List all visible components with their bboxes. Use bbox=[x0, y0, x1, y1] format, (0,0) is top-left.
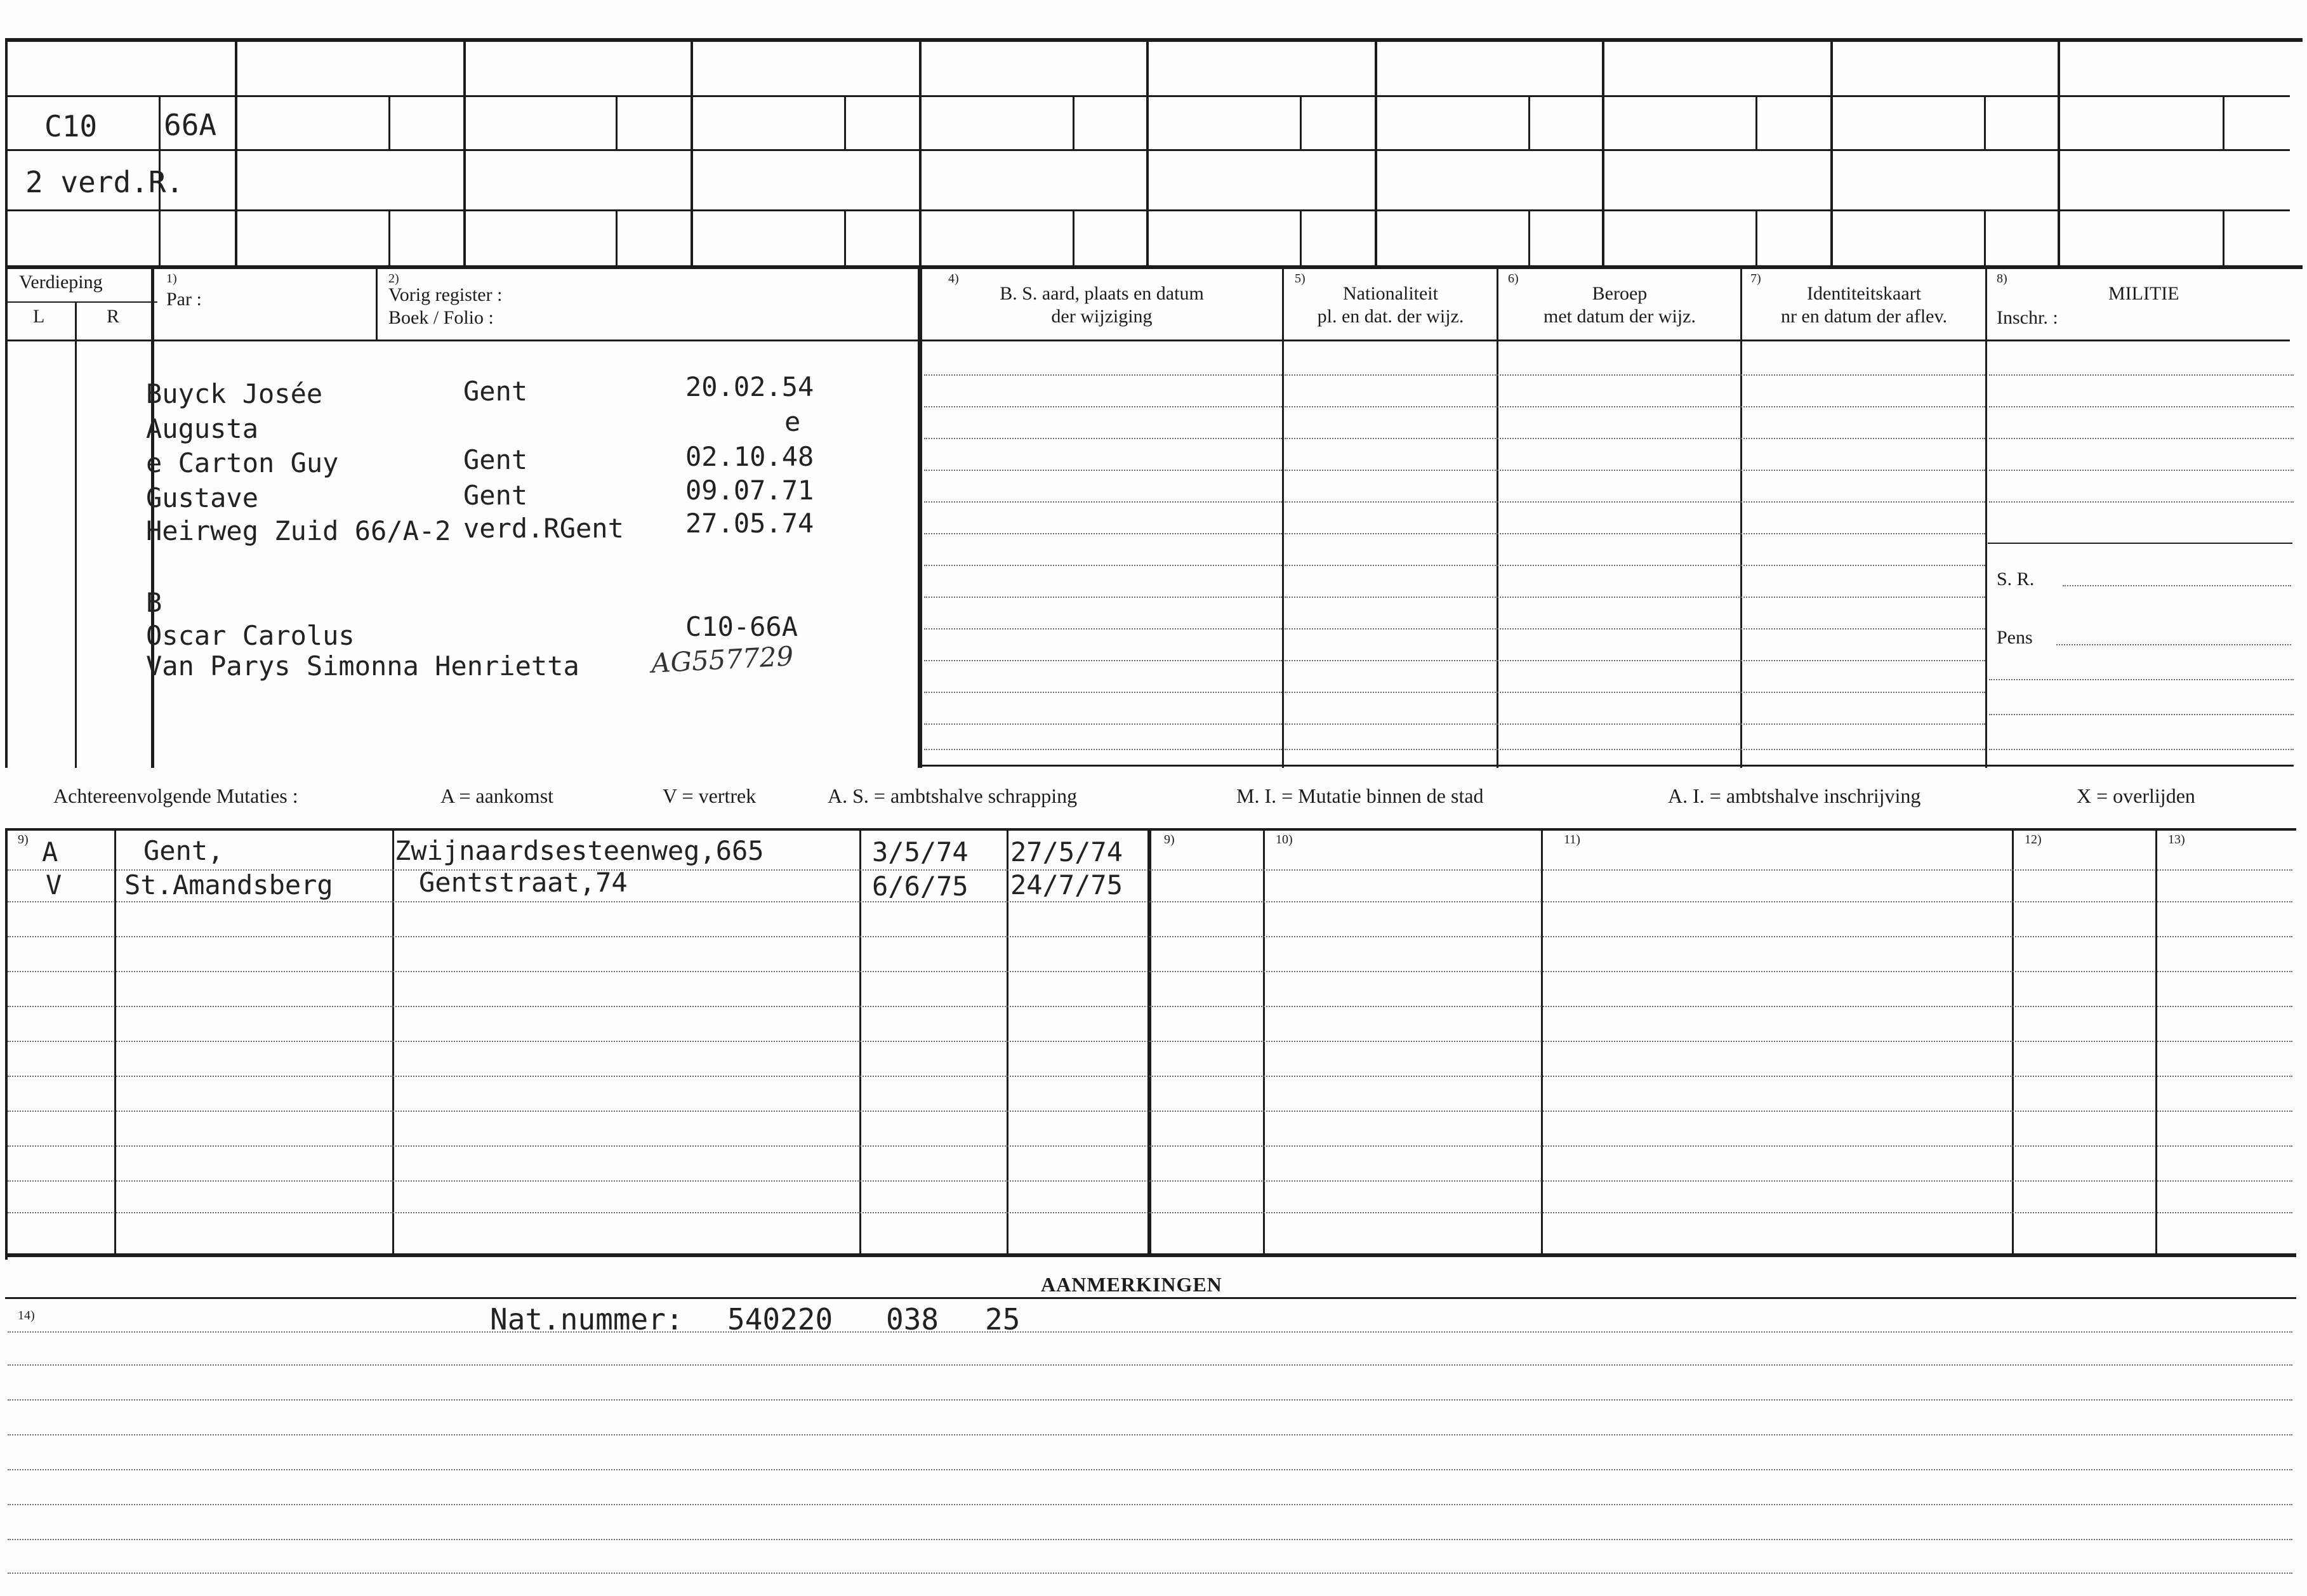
spouse-name: e Carton Guy bbox=[146, 447, 339, 478]
grid-bottom-line bbox=[5, 265, 2303, 269]
beroep-header-1: Beroep bbox=[1592, 283, 1648, 304]
grid-col-5 bbox=[1146, 39, 1149, 267]
mutation-date-effective: 24/7/75 bbox=[1010, 869, 1123, 900]
mark-b: B bbox=[146, 587, 162, 618]
col-4-number: 4) bbox=[948, 272, 959, 286]
mutation-date-effective: 27/5/74 bbox=[1010, 836, 1123, 867]
previous-address-place: verd.RGent bbox=[463, 513, 624, 544]
col-8-number: 8) bbox=[1997, 272, 2007, 286]
legend-departure: V = vertrek bbox=[663, 784, 757, 807]
ident-militie-divider bbox=[1985, 269, 1987, 768]
nat-number-check-part: 25 bbox=[985, 1302, 1021, 1336]
mutation-street: Zwijnaardsesteenweg,665 bbox=[395, 835, 764, 866]
grid-tick bbox=[388, 209, 390, 265]
marriage-date: 09.07.71 bbox=[685, 475, 814, 506]
militie-separator bbox=[1988, 543, 2292, 544]
grid-tick bbox=[1755, 95, 1757, 149]
marriage-place: Gent bbox=[463, 480, 528, 511]
person-birthplace: Gent bbox=[463, 376, 528, 407]
mut-col-11-number: 11) bbox=[1564, 833, 1580, 847]
militie-sr-label: S. R. bbox=[1997, 569, 2035, 590]
par-label: Par : bbox=[166, 289, 202, 310]
mut-col-9b-number: 9) bbox=[1164, 833, 1175, 847]
register-bs-divider bbox=[918, 269, 922, 768]
folio-label: Boek / Folio : bbox=[388, 307, 494, 328]
left-border bbox=[5, 38, 8, 768]
mut-col-12-number: 12) bbox=[2025, 833, 2042, 847]
person-birthdate: 20.02.54 bbox=[685, 371, 814, 402]
legend-internal-move: M. I. = Mutatie binnen de stad bbox=[1236, 784, 1484, 807]
remarks-top-line bbox=[5, 1297, 2296, 1299]
mut-col-municipality bbox=[392, 828, 394, 1256]
beroep-header-2: met datum der wijz. bbox=[1544, 306, 1696, 327]
nat-header-1: Nationaliteit bbox=[1343, 283, 1438, 304]
ident-header-1: Identiteitskaart bbox=[1807, 283, 1921, 304]
nat-number-serial-part: 038 bbox=[886, 1302, 939, 1336]
mutation-municipality: St.Amandsberg bbox=[124, 869, 333, 900]
header-bottom-line bbox=[5, 340, 2290, 341]
mut-col-double bbox=[1147, 828, 1151, 1256]
grid-tick bbox=[1984, 209, 1986, 265]
previous-address-date: 27.05.74 bbox=[685, 508, 814, 539]
grid-tick bbox=[1755, 209, 1757, 265]
mutation-municipality: Gent, bbox=[143, 835, 224, 866]
grid-tick bbox=[1984, 95, 1986, 149]
mutation-date-registered: 6/6/75 bbox=[872, 871, 968, 902]
person-firstname-mark: e bbox=[784, 406, 801, 437]
remarks-title: AANMERKINGEN bbox=[1041, 1273, 1222, 1296]
militie-pens-label: Pens bbox=[1997, 627, 2033, 648]
mut-col-date1 bbox=[1007, 828, 1008, 1256]
legend-title: Achtereenvolgende Mutaties : bbox=[53, 784, 298, 807]
grid-col-8 bbox=[1830, 39, 1833, 267]
father-name: Oscar Carolus bbox=[146, 620, 355, 651]
mutation-street: Gentstraat,74 bbox=[419, 867, 628, 898]
handwritten-id-number: AG557729 bbox=[650, 640, 795, 679]
grid-tick bbox=[388, 95, 390, 149]
floor-header-split bbox=[5, 301, 157, 303]
floor-left-label: L bbox=[33, 306, 45, 327]
nat-number-birthdate-part: 540220 bbox=[727, 1302, 833, 1336]
spouse-firstname: Gustave bbox=[146, 482, 259, 513]
grid-col-1 bbox=[235, 39, 237, 267]
spouse-birthplace: Gent bbox=[463, 444, 528, 475]
grid-tick bbox=[1528, 95, 1530, 149]
grid-tick bbox=[1300, 209, 1302, 265]
mutation-type: V bbox=[46, 869, 62, 900]
grid-tick bbox=[1073, 209, 1074, 265]
mut-col-street bbox=[859, 828, 861, 1256]
mut-col-9-number: 9) bbox=[18, 833, 29, 847]
par-register-divider bbox=[376, 269, 378, 341]
register-reference: C10-66A bbox=[685, 611, 798, 642]
beroep-ident-divider bbox=[1740, 269, 1742, 768]
grid-tick bbox=[1073, 95, 1074, 149]
bs-nat-divider bbox=[1282, 269, 1284, 768]
bs-header-1: B. S. aard, plaats en datum bbox=[1000, 283, 1204, 304]
nat-beroep-divider bbox=[1497, 269, 1498, 768]
legend-death: X = overlijden bbox=[2077, 784, 2195, 807]
grid-col-7 bbox=[1602, 39, 1604, 267]
card-code: C10 bbox=[44, 109, 98, 143]
floor-label: Verdieping bbox=[19, 272, 103, 293]
floor-note: 2 verd.R. bbox=[25, 165, 184, 199]
bs-header-2: der wijziging bbox=[1051, 306, 1153, 327]
legend-ex-officio-removal: A. S. = ambtshalve schrapping bbox=[828, 784, 1078, 807]
grid-tick bbox=[2223, 209, 2224, 265]
grid-tick bbox=[844, 95, 846, 149]
grid-tick bbox=[616, 209, 618, 265]
remarks-number: 14) bbox=[18, 1309, 35, 1322]
mother-name: Van Parys Simonna Henrietta bbox=[146, 650, 579, 682]
register-label: Vorig register : bbox=[388, 284, 503, 305]
grid-tick bbox=[1528, 209, 1530, 265]
nat-header-2: pl. en dat. der wijz. bbox=[1317, 306, 1464, 327]
mut-col-10 bbox=[1541, 828, 1543, 1256]
col-7-number: 7) bbox=[1750, 272, 1761, 286]
militie-inschr-label: Inschr. : bbox=[1997, 307, 2058, 328]
mut-col-11 bbox=[2012, 828, 2014, 1256]
grid-tick bbox=[616, 95, 618, 149]
grid-tick bbox=[2223, 95, 2224, 149]
nat-number-label: Nat.nummer: bbox=[490, 1302, 684, 1336]
col-2-number: 2) bbox=[388, 272, 399, 286]
ident-header-2: nr en datum der aflev. bbox=[1780, 306, 1948, 327]
person-firstname: Augusta bbox=[146, 413, 259, 444]
mut-col-9 bbox=[1263, 828, 1265, 1256]
floor-col-divider bbox=[75, 301, 77, 768]
floor-right-label: R bbox=[107, 306, 120, 327]
mutations-bottom-line bbox=[5, 1253, 2296, 1257]
mut-col-13-number: 13) bbox=[2168, 833, 2185, 847]
col-1-number: 1) bbox=[166, 272, 177, 286]
legend-arrival: A = aankomst bbox=[440, 784, 554, 807]
mutation-date-registered: 3/5/74 bbox=[872, 836, 968, 867]
card-number: 66A bbox=[164, 108, 217, 142]
spouse-birthdate: 02.10.48 bbox=[685, 441, 814, 472]
legend-ex-officio-registration: A. I. = ambtshalve inschrijving bbox=[1668, 784, 1921, 807]
col-6-number: 6) bbox=[1508, 272, 1519, 286]
top-border bbox=[5, 38, 2303, 42]
grid-col-4 bbox=[919, 39, 922, 267]
previous-address: Heirweg Zuid 66/A-2 bbox=[146, 515, 451, 546]
grid-col-2 bbox=[463, 39, 466, 267]
mutation-type: A bbox=[42, 836, 58, 867]
body-bottom-line bbox=[918, 765, 2294, 767]
grid-tick bbox=[1300, 95, 1302, 149]
mut-col-12 bbox=[2155, 828, 2157, 1256]
mutations-left-line bbox=[5, 828, 8, 1260]
grid-col-6 bbox=[1375, 39, 1377, 267]
grid-col-9 bbox=[2058, 39, 2060, 267]
grid-col-3 bbox=[691, 39, 693, 267]
mut-col-10-number: 10) bbox=[1276, 833, 1293, 847]
militie-title: MILITIE bbox=[2108, 283, 2179, 304]
col-5-number: 5) bbox=[1295, 272, 1306, 286]
person-name: Buyck Josée bbox=[146, 378, 323, 409]
mut-col-type bbox=[114, 828, 116, 1256]
grid-tick bbox=[844, 209, 846, 265]
